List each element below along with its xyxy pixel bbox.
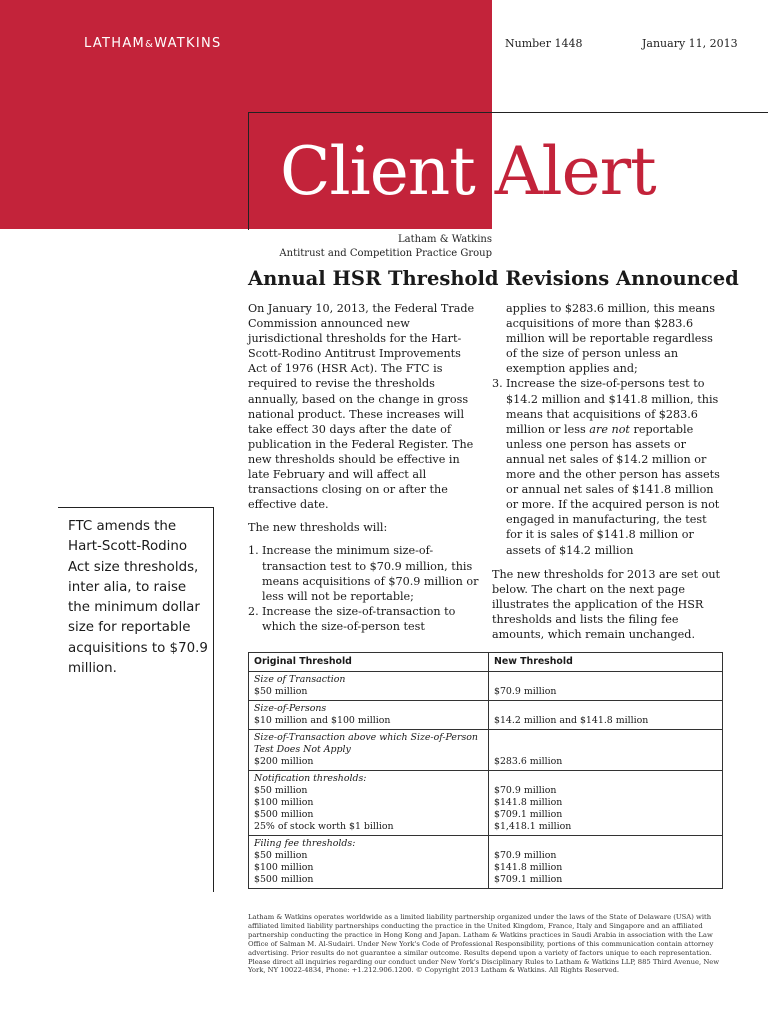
row-label: Notification thresholds:	[254, 773, 367, 784]
threshold-table	[248, 652, 723, 889]
intro-paragraph: On January 10, 2013, the Federal Trade Commission announced new jurisdictional thresholds for the Hart-Scott-Rodino Antitrust Improvements Act of 1976 (HSR Act). The FTC is required to revise the thresholds annually, based on the change in gross national product. These increases will take effect 30 days after the date of publication in the Federal Register. The new thresholds should be effective in late February and will affect all transactions closing on or after the effective date.	[248, 302, 475, 512]
row-label: Filing fee thresholds:	[254, 838, 356, 849]
title-frame-left-rule	[248, 112, 249, 230]
cell-value: $709.1 million	[494, 874, 563, 885]
list-item-text-cont: reportable unless one person has assets or annual net sales of $14.2 million or more and the other person has assets or annual net sales of $141.8 million or more. If the acquired person is not engaged in manufacturing, the test for it is sales of $141.8 million or assets of $14.2 million	[506, 422, 720, 557]
cell-value: $50 million	[254, 686, 308, 697]
table-cell-original	[249, 771, 489, 836]
sidebar-right-rule	[213, 507, 214, 892]
title-frame-top-rule	[248, 112, 768, 113]
list-item-text: Increase the size-of-persons test to $14.2 million and $141.8 million, this means that acquisitions of $283.6 million or less	[506, 377, 719, 436]
author-group: Antitrust and Competition Practice Group	[279, 248, 492, 259]
issue-number: Number 1448	[505, 37, 583, 50]
issue-date: January 11, 2013	[642, 37, 738, 50]
list-lead: The new thresholds will:	[248, 521, 388, 535]
table-row	[249, 836, 723, 889]
cell-value: $141.8 million	[494, 862, 563, 873]
cell-value: $200 million	[254, 756, 314, 767]
author-block	[279, 233, 492, 261]
cell-value: $141.8 million	[494, 797, 563, 808]
table-row	[249, 672, 723, 701]
table-cell-new	[489, 771, 723, 836]
cell-value: $10 million and $100 million	[254, 715, 391, 726]
cell-value: $1,418.1 million	[494, 821, 572, 832]
article-headline: Annual HSR Threshold Revisions Announced	[248, 267, 739, 290]
logo-ampersand: &	[145, 39, 155, 50]
emphasis-text: are not	[589, 422, 630, 436]
list-number: 1.	[248, 544, 259, 558]
row-label: Size of Transaction	[254, 674, 346, 685]
cell-value: $709.1 million	[494, 809, 563, 820]
table-cell-original	[249, 730, 489, 771]
logo-text-left: LATHAM	[84, 36, 146, 51]
article-column-right	[492, 301, 724, 650]
table-cell-new	[489, 730, 723, 771]
title-word-client: Client	[280, 133, 475, 210]
cell-value: $14.2 million and $141.8 million	[494, 715, 649, 726]
article-column-left	[248, 301, 480, 634]
threshold-list-continued	[492, 376, 724, 557]
closing-paragraph: The new thresholds for 2013 are set out below. The chart on the next page illustrates the application of the HSR thresholds and lists the filing fee amounts, which remain unchanged.	[492, 567, 721, 641]
threshold-list	[248, 543, 480, 634]
cell-value: $70.9 million	[494, 686, 557, 697]
cell-value: 25% of stock worth $1 billion	[254, 821, 394, 832]
table-row	[249, 730, 723, 771]
row-label: Size-of-Persons	[254, 703, 327, 714]
row-label-cont: Test Does Not Apply	[254, 744, 351, 755]
list-item-2-continued: applies to $283.6 million, this means acquisitions of more than $283.6 million will be reportable regardless of the size of person unless an exemption applies and;	[506, 302, 715, 376]
cell-value: $50 million	[254, 850, 308, 861]
list-item-2	[248, 604, 480, 634]
cell-value: $50 million	[254, 785, 308, 796]
table-cell-new	[489, 672, 723, 701]
logo-text-right: WATKINS	[154, 36, 222, 51]
cell-value: $500 million	[254, 809, 314, 820]
cell-value: $100 million	[254, 797, 314, 808]
table-row	[249, 701, 723, 730]
list-number: 3.	[492, 377, 503, 391]
author-firm: Latham & Watkins	[398, 234, 492, 245]
row-label: Size-of-Transaction above which Size-of-Person	[254, 732, 478, 743]
cell-value: $70.9 million	[494, 785, 557, 796]
table-header-row	[249, 653, 723, 672]
list-item-3	[492, 376, 724, 557]
legal-footer: Latham & Watkins operates worldwide as a limited liability partnership organized under the laws of the State of Delaware (USA) with affiliated limited liability partnerships conducting the practice in the United Kingdom, France, Italy and Singapore and an affiliated partnership conducting the practice in Hong Kong and Japan. Latham & Watkins practices in Saudi Arabia in association with the Law Office of Salman M. Al-Sudairi. Under New York's Code of Professional Responsibility, portions of this communication contain attorney advertising. Prior results do not guarantee a similar outcome. Results depend upon a variety of factors unique to each representation. Please direct all inquiries regarding our conduct under New York's Disciplinary Rules to Latham & Watkins LLP, 885 Third Avenue, New York, NY 10022-4834, Phone: +1.212.906.1200. © Copyright 2013 Latham & Watkins. All Rights Reserved.	[248, 913, 720, 975]
table-cell-original	[249, 836, 489, 889]
list-number: 2.	[248, 604, 259, 618]
column-header-new: New Threshold	[489, 653, 723, 672]
pull-quote: FTC amends the Hart-Scott-Rodino Act size thresholds, inter alia, to raise the minimum dollar size for reportable acquisitions to $70.9 million.	[68, 519, 208, 677]
cell-value: $100 million	[254, 862, 314, 873]
sidebar-top-rule	[58, 507, 214, 508]
cell-value: $283.6 million	[494, 756, 563, 767]
list-item-text: Increase the size-of-transaction to which the size-of-person test	[262, 604, 456, 633]
table-row	[249, 771, 723, 836]
cell-value: $500 million	[254, 874, 314, 885]
publication-title	[280, 132, 656, 212]
table-cell-original	[249, 701, 489, 730]
table-cell-new	[489, 701, 723, 730]
table-cell-new	[489, 836, 723, 889]
list-item-1	[248, 543, 480, 603]
title-word-alert: Alert	[494, 133, 656, 210]
cell-value: $70.9 million	[494, 850, 557, 861]
list-item-text: Increase the minimum size-of-transaction test to $70.9 million, this means acquisitions of $70.9 million or less will not be reportable;	[262, 544, 479, 603]
column-header-original: Original Threshold	[249, 653, 489, 672]
table-cell-original	[249, 672, 489, 701]
firm-logo	[84, 36, 222, 51]
